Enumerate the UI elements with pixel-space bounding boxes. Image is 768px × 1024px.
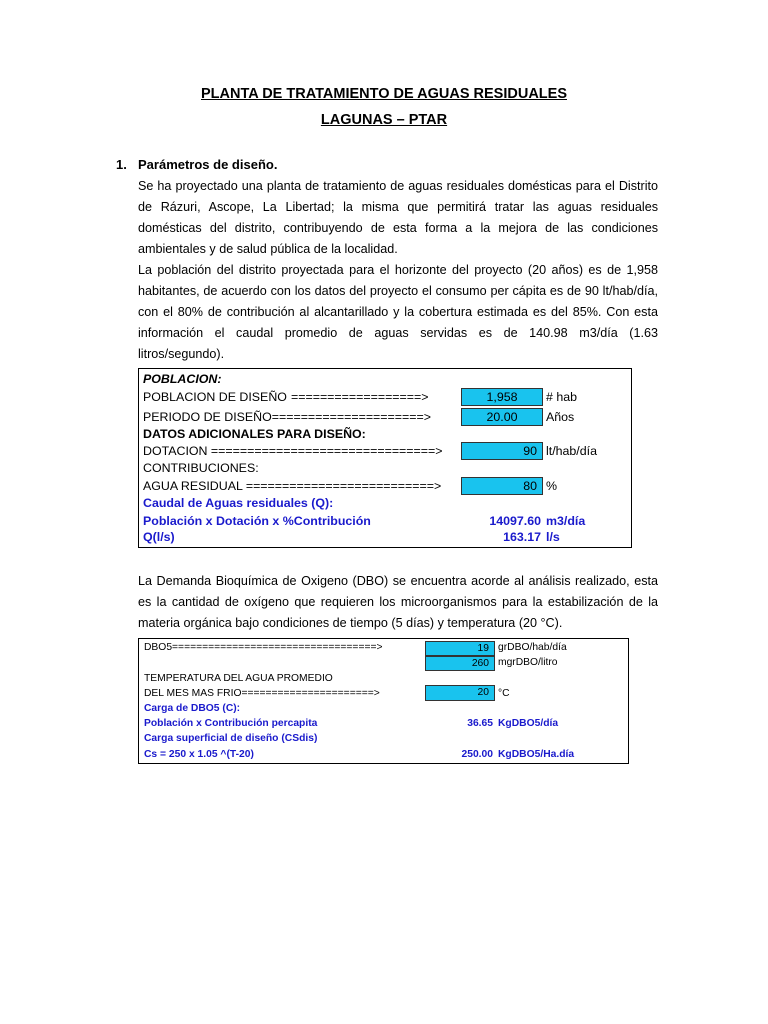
surface-load-value: 250.00 <box>461 749 493 760</box>
design-population-value[interactable]: 1,958 <box>461 388 543 406</box>
flow-formula-value: 14097.60 <box>489 514 541 528</box>
design-population-label: POBLACION DE DISEÑO <box>143 390 287 404</box>
paragraph-line: es la cantidad de oxígeno que requieren los microorganismos para la estabilización de la <box>138 595 658 609</box>
paragraph-line: habitantes, de acuerdo con los datos del proyecto el consumo per cápita es de 90 lt/hab/día, <box>138 284 658 298</box>
paragraph-line: La Demanda Bioquímica de Oxigeno (DBO) se encuentra acorde al análisis realizado, esta <box>138 574 658 588</box>
flow-formula-label: Población x Dotación x %Contribución <box>143 514 371 528</box>
flow-ls-value: 163.17 <box>503 530 541 544</box>
flow-ls-unit: l/s <box>546 530 560 544</box>
paragraph-line: litros/segundo). <box>138 347 225 361</box>
dbo-table <box>138 638 629 764</box>
design-period-value[interactable]: 20.00 <box>461 408 543 426</box>
paragraph-dbo <box>138 571 658 634</box>
paragraph-intro <box>138 176 658 260</box>
dbo-load-value: 36.65 <box>467 718 493 729</box>
section-number: 1. <box>116 157 127 172</box>
design-population-unit: # hab <box>546 390 578 404</box>
dbo5-concentration-unit: mgrDBO/litro <box>498 657 558 668</box>
paragraph-line: con el 80% de contribución al alcantarillado y la cobertura estimada es del 85%. Con esta <box>138 305 658 319</box>
dbo5-label: DBO5==================================> <box>144 642 383 653</box>
additional-data-header: DATOS ADICIONALES PARA DISEÑO: <box>143 427 366 441</box>
wastewater-value[interactable]: 80 <box>461 477 543 495</box>
design-period-label: PERIODO DE DISEÑO=====================> <box>143 410 431 424</box>
document-title: PLANTA DE TRATAMIENTO DE AGUAS RESIDUALES <box>201 86 567 102</box>
flow-header: Caudal de Aguas residuales (Q): <box>143 496 334 510</box>
temperature-value[interactable]: 20 <box>425 685 495 701</box>
paragraph-line: domésticas del distrito, contribuyendo de esta forma a la mejora de las condiciones <box>138 221 658 235</box>
dbo5-value[interactable]: 19 <box>425 641 495 656</box>
section-heading: Parámetros de diseño. <box>138 157 278 172</box>
dbo5-concentration-value[interactable]: 260 <box>425 656 495 671</box>
surface-load-header: Carga superficial de diseño (CSdis) <box>144 733 318 744</box>
water-temperature-label: TEMPERATURA DEL AGUA PROMEDIO <box>144 673 333 684</box>
surface-load-unit: KgDBO5/Ha.día <box>498 749 575 760</box>
temperature-unit: °C <box>498 688 510 699</box>
paragraph-line: Se ha proyectado una planta de tratamiento de aguas residuales domésticas para el Distrito <box>138 179 658 193</box>
paragraph-line: información el caudal promedio de aguas servidas es de 140.98 m3/día (1.63 <box>138 326 658 340</box>
wastewater-unit: % <box>546 479 558 493</box>
paragraph-line: materia orgánica bajo condiciones de tiempo (5 días) y temperatura (20 °C). <box>138 616 563 630</box>
dbo-load-header: Carga de DBO5 (C): <box>144 703 241 714</box>
population-table <box>138 368 632 548</box>
document-subtitle: LAGUNAS – PTAR <box>320 112 448 128</box>
dotation-value[interactable]: 90 <box>461 442 543 460</box>
dbo-load-label: Población x Contribución percapita <box>144 718 318 729</box>
design-period-unit: Años <box>546 410 575 424</box>
paragraph-population <box>138 260 658 365</box>
coldest-month-label: DEL MES MAS FRIO======================> <box>144 688 380 699</box>
surface-load-formula: Cs = 250 x 1.05 ^(T-20) <box>144 749 254 760</box>
flow-formula-unit: m3/día <box>546 514 586 528</box>
dbo-load-unit: KgDBO5/día <box>498 718 559 729</box>
paragraph-line: La población del distrito proyectada para el horizonte del proyecto (20 años) es de 1,958 <box>138 263 658 277</box>
population-header: POBLACION: <box>143 372 222 386</box>
dotation-unit: lt/hab/día <box>546 444 597 458</box>
design-population-arrow: ==================> <box>291 390 429 404</box>
flow-ls-label: Q(l/s) <box>143 530 175 544</box>
paragraph-line: ambientales y de salud pública de la localidad. <box>138 242 398 256</box>
contributions-label: CONTRIBUCIONES: <box>143 461 259 475</box>
paragraph-line: de Rázuri, Ascope, La Libertad; la misma que permitirá tratar las aguas residuales <box>138 200 658 214</box>
wastewater-label: AGUA RESIDUAL ==========================> <box>143 479 442 493</box>
dbo5-unit: grDBO/hab/día <box>498 642 567 653</box>
dotation-label: DOTACION ===============================> <box>143 444 443 458</box>
